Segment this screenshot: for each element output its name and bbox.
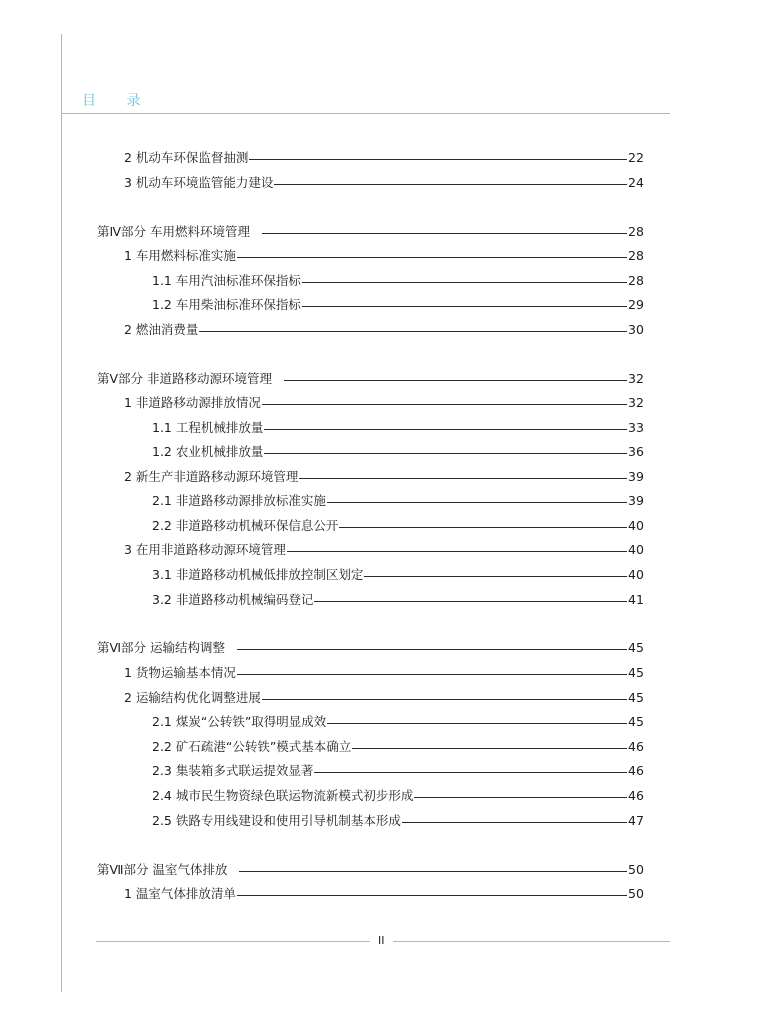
toc-subentry[interactable] [152, 712, 646, 732]
toc-page-number: 45 [628, 665, 644, 680]
page-title: 目 录 [82, 93, 154, 109]
toc-part-heading[interactable] [97, 638, 646, 658]
toc-entry[interactable] [124, 148, 646, 168]
toc-page-number: 39 [628, 493, 644, 508]
toc-entry-label: 1.2 车用柴油标准环保指标 [152, 297, 301, 312]
toc-subentry[interactable] [152, 761, 646, 781]
toc-leader-line [299, 478, 627, 479]
toc-leader-line [339, 527, 627, 528]
toc-subentry[interactable] [152, 271, 646, 291]
toc-entry-label: 1.1 车用汽油标准环保指标 [152, 273, 301, 288]
toc-entry-label: 2.5 铁路专用线建设和使用引导机制基本形成 [152, 813, 401, 828]
toc-entry-label: 2.2 非道路移动机械环保信息公开 [152, 518, 339, 533]
toc-page-number: 30 [628, 322, 644, 337]
toc-entry[interactable] [124, 467, 646, 487]
toc-page-number: 40 [628, 542, 644, 557]
toc-page-number: 32 [628, 395, 644, 410]
toc-page-number: 33 [628, 420, 644, 435]
toc-subentry[interactable] [152, 737, 646, 757]
left-margin-rule [61, 34, 62, 992]
toc-leader-line [249, 159, 627, 160]
footer-rule-left [96, 941, 370, 942]
toc-entry-label: 2.1 煤炭“公转铁”取得明显成效 [152, 714, 327, 729]
toc-entry-label: 2 燃油消费量 [124, 322, 199, 337]
toc-page-number: 24 [628, 175, 644, 190]
toc-entry-label: 2.3 集装箱多式联运提效显著 [152, 763, 314, 778]
toc-page-number: 47 [628, 813, 644, 828]
toc-entry-label: 2.1 非道路移动源排放标准实施 [152, 493, 326, 508]
toc-entry-label: 第Ⅶ部分 温室气体排放 [97, 862, 228, 877]
toc-subentry[interactable] [152, 786, 646, 806]
toc-leader-line [284, 380, 627, 381]
toc-page-number: 28 [628, 224, 644, 239]
toc-page-number: 45 [628, 714, 644, 729]
toc-subentry[interactable] [152, 491, 646, 511]
toc-entry-label: 2 运输结构优化调整进展 [124, 690, 261, 705]
toc-leader-line [237, 674, 627, 675]
toc-subentry[interactable] [152, 811, 646, 831]
toc-page-number: 32 [628, 371, 644, 386]
toc-entry[interactable] [124, 173, 646, 193]
toc-leader-line [274, 184, 627, 185]
toc-page-number: 45 [628, 690, 644, 705]
toc-leader-line [237, 895, 627, 896]
toc-leader-line [264, 453, 627, 454]
toc-leader-line [414, 797, 627, 798]
toc-leader-line [262, 233, 627, 234]
toc-page-number: 28 [628, 248, 644, 263]
toc-entry-label: 1 非道路移动源排放情况 [124, 395, 261, 410]
toc-subentry[interactable] [152, 295, 646, 315]
toc-entry[interactable] [124, 540, 646, 560]
toc-leader-line [327, 723, 627, 724]
toc-entry-label: 1.1 工程机械排放量 [152, 420, 264, 435]
header-rule [61, 113, 670, 114]
toc-page-number: 46 [628, 788, 644, 803]
toc-entry[interactable] [124, 663, 646, 683]
toc-entry-label: 3.2 非道路移动机械编码登记 [152, 592, 314, 607]
toc-entry[interactable] [124, 884, 646, 904]
toc-page-number: 29 [628, 297, 644, 312]
toc-entry-label: 1 货物运输基本情况 [124, 665, 236, 680]
toc-entry-label: 1 车用燃料标准实施 [124, 248, 236, 263]
toc-entry-label: 1.2 农业机械排放量 [152, 444, 264, 459]
toc-page-number: 28 [628, 273, 644, 288]
toc-leader-line [352, 748, 627, 749]
toc-subentry[interactable] [152, 442, 646, 462]
toc-entry-label: 2.2 矿石疏港“公转铁”模式基本确立 [152, 739, 352, 754]
toc-page-number: 45 [628, 640, 644, 655]
toc-entry-label: 第Ⅵ部分 运输结构调整 [97, 640, 226, 655]
toc-page-number: 46 [628, 763, 644, 778]
toc-page-number: 46 [628, 739, 644, 754]
toc-entry[interactable] [124, 393, 646, 413]
toc-entry-label: 1 温室气体排放清单 [124, 886, 236, 901]
toc-page-number: 39 [628, 469, 644, 484]
toc-leader-line [402, 822, 627, 823]
toc-page-number: 22 [628, 150, 644, 165]
toc-subentry[interactable] [152, 516, 646, 536]
toc-leader-line [239, 871, 627, 872]
toc-entry-label: 3 机动车环境监管能力建设 [124, 175, 274, 190]
toc-page-number: 50 [628, 862, 644, 877]
toc-subentry[interactable] [152, 590, 646, 610]
toc-leader-line [364, 576, 627, 577]
toc-page-number: 50 [628, 886, 644, 901]
toc-entry[interactable] [124, 688, 646, 708]
toc-leader-line [264, 429, 627, 430]
toc-entry-label: 3.1 非道路移动机械低排放控制区划定 [152, 567, 364, 582]
toc-subentry[interactable] [152, 565, 646, 585]
toc-part-heading[interactable] [97, 860, 646, 880]
toc-page-number: 40 [628, 567, 644, 582]
toc-entry[interactable] [124, 246, 646, 266]
toc-subentry[interactable] [152, 418, 646, 438]
toc-leader-line [302, 306, 627, 307]
toc-entry-label: 2.4 城市民生物资绿色联运物流新模式初步形成 [152, 788, 414, 803]
toc-part-heading[interactable] [97, 222, 646, 242]
toc-leader-line [314, 772, 627, 773]
toc-leader-line [327, 502, 627, 503]
toc-leader-line [199, 331, 627, 332]
toc-entry-label: 第Ⅴ部分 非道路移动源环境管理 [97, 371, 273, 386]
toc-entry-label: 2 机动车环保监督抽测 [124, 150, 249, 165]
page-number: II [378, 934, 385, 947]
toc-leader-line [237, 649, 627, 650]
toc-entry[interactable] [124, 320, 646, 340]
toc-page-number: 40 [628, 518, 644, 533]
toc-leader-line [314, 601, 627, 602]
toc-page-number: 36 [628, 444, 644, 459]
toc-leader-line [262, 404, 627, 405]
footer-rule-right [393, 941, 670, 942]
toc-entry-label: 3 在用非道路移动源环境管理 [124, 542, 286, 557]
toc-leader-line [302, 282, 627, 283]
toc-page-number: 41 [628, 592, 644, 607]
toc-entry-label: 第Ⅳ部分 车用燃料环境管理 [97, 224, 251, 239]
toc-part-heading[interactable] [97, 369, 646, 389]
toc-leader-line [287, 551, 627, 552]
toc-leader-line [262, 699, 627, 700]
toc-entry-label: 2 新生产非道路移动源环境管理 [124, 469, 299, 484]
toc-leader-line [237, 257, 627, 258]
